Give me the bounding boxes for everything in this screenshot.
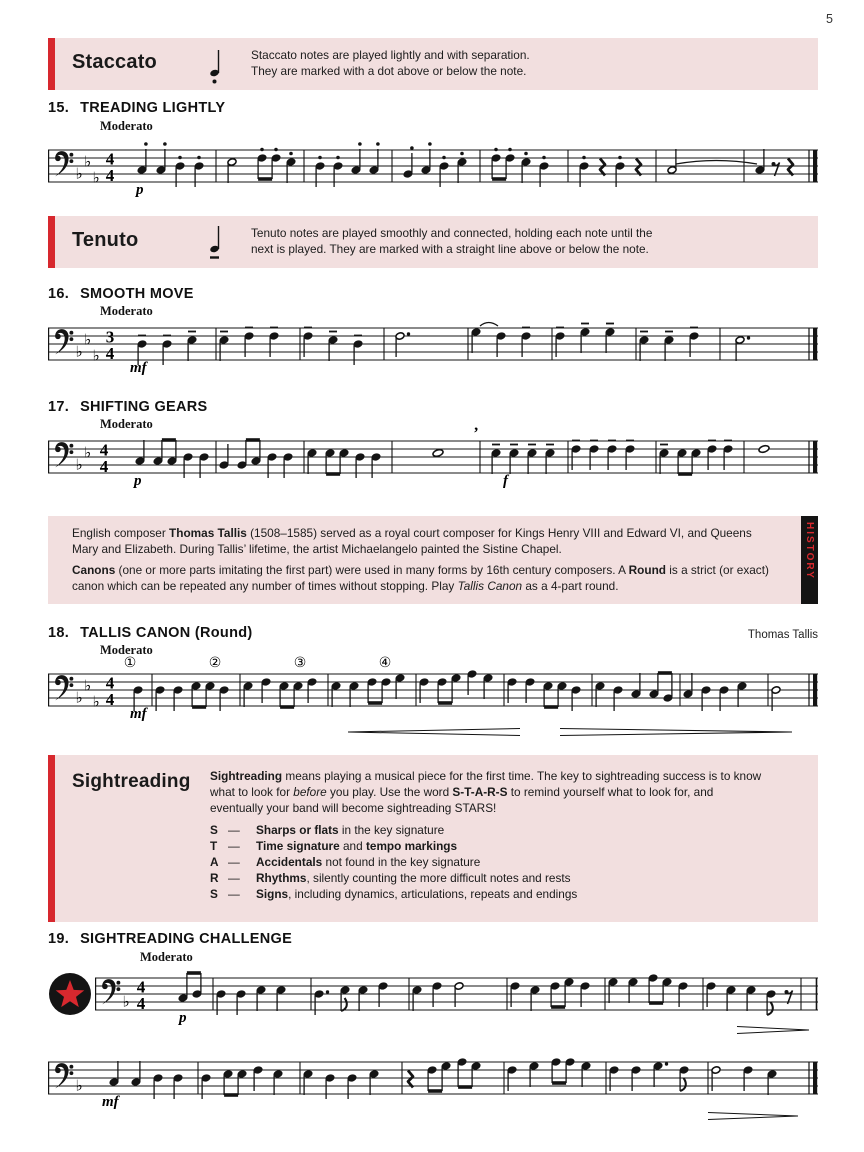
sightreading-banner-title: Sightreading	[72, 771, 191, 792]
stars-list-item: T — Time signature and tempo markings	[210, 838, 458, 853]
tempo-marking-18: Moderato	[100, 643, 153, 657]
svg-text:p: p	[134, 473, 142, 489]
staccato-banner-title: Staccato	[72, 51, 157, 73]
music-staff-exercise-19-line-2	[48, 1042, 818, 1126]
exercise-18-title: TALLIS CANON (Round)	[80, 625, 253, 641]
exercise-16-heading	[48, 286, 194, 302]
svg-text:♭: ♭	[83, 330, 92, 349]
star-icon	[48, 972, 92, 1016]
svg-text:mf: mf	[130, 360, 147, 376]
tenuto-definition-text: Tenuto notes are played smoothly and connected, holding each note until the next is played. They are marked with a straight line above or below the note.	[251, 226, 653, 256]
svg-text:④: ④	[378, 655, 392, 671]
banner-accent-bar	[48, 216, 55, 268]
staccato-note-icon	[205, 38, 251, 90]
exercise-17-heading	[48, 399, 208, 415]
svg-text:4: 4	[136, 994, 146, 1013]
svg-text:’: ’	[473, 425, 479, 442]
svg-text:4: 4	[105, 344, 115, 363]
sightreading-intro: Sightreading means playing a musical piece for the first time. The key to sightreading success is to know what to look for before you play. Use the word S-T-A-R-S to remind yourself what to look for, and eventually your band will become sightreading STARS!	[210, 769, 762, 816]
exercise-17-number: 17.	[48, 399, 70, 415]
exercise-16-title: SMOOTH MOVE	[80, 286, 194, 302]
svg-text:4: 4	[99, 457, 109, 476]
history-tab-label: HISTORY	[804, 522, 815, 580]
exercise-15-heading	[48, 100, 225, 116]
svg-text:♭: ♭	[83, 676, 92, 695]
music-staff-exercise-15	[48, 130, 818, 208]
history-paragraph-tallis: English composer Thomas Tallis (1508–1585) served as a royal court composer for Kings Henry VIII and Edward VI, and Queens Mary and Elizabeth. During Tallis’ lifetime, the artist Michaelangelo painted the Sistine Chapel.	[72, 526, 752, 556]
svg-text:3: 3	[105, 327, 115, 347]
tenuto-definition-banner	[48, 216, 818, 268]
svg-text:♭: ♭	[92, 346, 100, 365]
music-staff-exercise-18	[48, 648, 818, 742]
music-staff-exercise-16	[48, 308, 818, 386]
svg-text:①: ①	[123, 655, 137, 671]
exercise-19-number: 19.	[48, 931, 70, 947]
svg-text:♭: ♭	[75, 342, 83, 361]
music-staff-exercise-17	[48, 421, 818, 499]
svg-text:4: 4	[136, 977, 146, 997]
svg-text:②: ②	[208, 655, 222, 671]
music-staff-exercise-19-line-1	[95, 956, 818, 1036]
exercise-17-title: SHIFTING GEARS	[80, 399, 208, 415]
svg-text:f: f	[503, 473, 508, 489]
svg-text:♭: ♭	[75, 164, 83, 183]
history-tab	[801, 516, 818, 604]
banner-accent-bar	[48, 755, 55, 922]
svg-text:♭: ♭	[92, 168, 100, 187]
svg-text:4: 4	[105, 690, 115, 709]
exercise-15-title: TREADING LIGHTLY	[80, 100, 226, 116]
tempo-marking-17: Moderato	[100, 417, 153, 431]
composer-credit: Thomas Tallis	[747, 629, 818, 641]
svg-text:♭: ♭	[83, 152, 92, 171]
exercise-19-heading	[48, 931, 292, 947]
page-number: 5	[826, 12, 833, 26]
exercise-15-number: 15.	[48, 100, 70, 116]
exercise-18-number: 18.	[48, 625, 70, 641]
stars-list-item: S — Signs, including dynamics, articulations, repeats and endings	[210, 887, 578, 902]
banner-accent-bar	[48, 38, 55, 90]
star-badge	[48, 972, 92, 1021]
svg-text:♭: ♭	[75, 455, 83, 474]
sightreading-banner	[48, 755, 818, 922]
svg-text:mf: mf	[130, 706, 147, 722]
exercise-16-number: 16.	[48, 286, 70, 302]
staccato-definition-banner	[48, 38, 818, 90]
sightreading-body	[210, 755, 762, 922]
stars-list-item: S — Sharps or flats in the key signature	[210, 822, 445, 837]
svg-text:♭: ♭	[83, 443, 92, 462]
tenuto-note-icon	[205, 216, 251, 268]
stars-list-item: R — Rhythms, silently counting the more difficult notes and rests	[210, 871, 571, 886]
stars-list	[210, 822, 762, 903]
svg-text:p: p	[136, 182, 144, 198]
tenuto-banner-title: Tenuto	[72, 229, 139, 251]
history-paragraph-canons: Canons (one or more parts imitating the first part) were used in many forms by 16th century composers. A Round is a strict (or exact) canon which can be repeated any number of times without stopping. Play Tallis Canon as a 4-part round.	[72, 563, 769, 593]
svg-text:③: ③	[293, 655, 307, 671]
svg-text:p: p	[179, 1010, 187, 1026]
tempo-marking-16: Moderato	[100, 304, 153, 318]
exercise-19-title: SIGHTREADING CHALLENGE	[80, 931, 293, 947]
svg-text:♭: ♭	[122, 992, 130, 1011]
svg-text:mf: mf	[102, 1094, 119, 1110]
stars-list-item: A — Accidentals not found in the key signature	[210, 855, 481, 870]
svg-text:♭: ♭	[92, 692, 100, 711]
tempo-marking-15: Moderato	[100, 119, 153, 133]
svg-text:♭: ♭	[75, 1076, 83, 1095]
svg-text:4: 4	[105, 149, 115, 169]
tempo-marking-19: Moderato	[140, 950, 193, 964]
svg-text:♭: ♭	[75, 688, 83, 707]
exercise-18-heading	[48, 625, 818, 641]
svg-text:4: 4	[105, 673, 115, 693]
svg-text:4: 4	[99, 440, 109, 460]
history-info-box	[48, 516, 818, 604]
staccato-definition-text: Staccato notes are played lightly and with separation. They are marked with a dot above or below the note.	[251, 48, 530, 78]
svg-text:4: 4	[105, 166, 115, 185]
